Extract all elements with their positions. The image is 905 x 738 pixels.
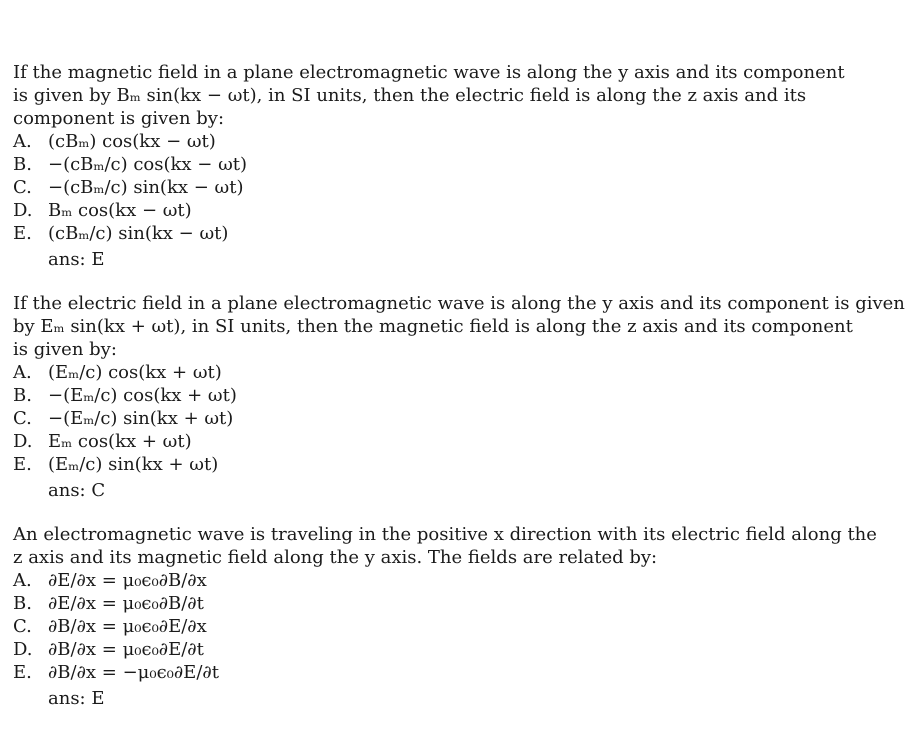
question-1 xyxy=(13,61,845,271)
question-3-choices xyxy=(13,569,813,684)
choice-letter: A. xyxy=(13,362,32,383)
question-2-stem xyxy=(13,292,905,361)
choice-a xyxy=(13,361,813,384)
choice-a xyxy=(13,569,813,592)
choice-letter: B. xyxy=(13,385,32,406)
choice-text: −(Eₘ/c) cos(kx + ωt) xyxy=(48,385,237,406)
question-2-choices xyxy=(13,361,813,476)
choice-letter: E. xyxy=(13,454,32,475)
answer-label: ans: xyxy=(48,480,86,501)
choice-letter: D. xyxy=(13,639,33,660)
answer-value: E xyxy=(91,688,105,709)
choice-text: Eₘ cos(kx + ωt) xyxy=(48,431,192,452)
choice-e xyxy=(13,453,813,476)
stem-line: component is given by: xyxy=(13,108,225,129)
choice-text: ∂B/∂x = μ₀ϵ₀∂E/∂x xyxy=(48,616,207,637)
choice-a xyxy=(13,130,813,153)
question-3-answer xyxy=(48,687,813,710)
choice-text: ∂E/∂x = μ₀ϵ₀∂B/∂t xyxy=(48,593,204,614)
stem-line: An electromagnetic wave is traveling in the positive x direction with its electric field along the xyxy=(13,524,877,545)
choice-text: ∂B/∂x = −μ₀ϵ₀∂E/∂t xyxy=(48,662,219,683)
stem-line: by Eₘ sin(kx + ωt), in SI units, then the magnetic field is along the z axis and its component xyxy=(13,316,853,337)
choice-text: (Eₘ/c) cos(kx + ωt) xyxy=(48,362,222,383)
choice-letter: A. xyxy=(13,131,32,152)
choice-text: −(cBₘ/c) cos(kx − ωt) xyxy=(48,154,248,175)
answer-value: E xyxy=(91,249,105,270)
choice-c xyxy=(13,176,813,199)
choice-letter: E. xyxy=(13,223,32,244)
choice-letter: A. xyxy=(13,570,32,591)
stem-line: is given by: xyxy=(13,339,117,360)
stem-line: z axis and its magnetic field along the y axis. The fields are related by: xyxy=(13,547,658,568)
choice-text: (cBₘ) cos(kx − ωt) xyxy=(48,131,216,152)
stem-line: If the electric field in a plane electromagnetic wave is along the y axis and its component is given xyxy=(13,293,905,314)
choice-text: Bₘ cos(kx − ωt) xyxy=(48,200,192,221)
choice-d xyxy=(13,199,813,222)
question-1-answer xyxy=(48,248,813,271)
question-2 xyxy=(13,292,905,502)
choice-text: (Eₘ/c) sin(kx + ωt) xyxy=(48,454,219,475)
choice-text: −(cBₘ/c) sin(kx − ωt) xyxy=(48,177,244,198)
question-3 xyxy=(13,523,877,710)
question-1-stem xyxy=(13,61,845,130)
question-3-stem xyxy=(13,523,877,569)
choice-letter: E. xyxy=(13,662,32,683)
choice-letter: B. xyxy=(13,154,32,175)
choice-b xyxy=(13,592,813,615)
choice-text: (cBₘ/c) sin(kx − ωt) xyxy=(48,223,229,244)
question-2-answer xyxy=(48,479,813,502)
choice-c xyxy=(13,407,813,430)
stem-line: is given by Bₘ sin(kx − ωt), in SI units, then the electric field is along the z axis and its xyxy=(13,85,807,106)
choice-letter: D. xyxy=(13,200,33,221)
choice-b xyxy=(13,384,813,407)
choice-e xyxy=(13,661,813,684)
choice-letter: C. xyxy=(13,408,32,429)
document-page xyxy=(13,61,905,710)
choice-e xyxy=(13,222,813,245)
answer-label: ans: xyxy=(48,688,86,709)
choice-text: ∂E/∂x = μ₀ϵ₀∂B/∂x xyxy=(48,570,207,591)
question-1-choices xyxy=(13,130,813,245)
choice-d xyxy=(13,638,813,661)
stem-line: If the magnetic field in a plane electromagnetic wave is along the y axis and its component xyxy=(13,62,845,83)
choice-letter: D. xyxy=(13,431,33,452)
choice-letter: C. xyxy=(13,177,32,198)
choice-b xyxy=(13,153,813,176)
choice-letter: C. xyxy=(13,616,32,637)
answer-value: C xyxy=(91,480,106,501)
choice-text: −(Eₘ/c) sin(kx + ωt) xyxy=(48,408,234,429)
choice-d xyxy=(13,430,813,453)
answer-label: ans: xyxy=(48,249,86,270)
choice-c xyxy=(13,615,813,638)
choice-letter: B. xyxy=(13,593,32,614)
choice-text: ∂B/∂x = μ₀ϵ₀∂E/∂t xyxy=(48,639,204,660)
